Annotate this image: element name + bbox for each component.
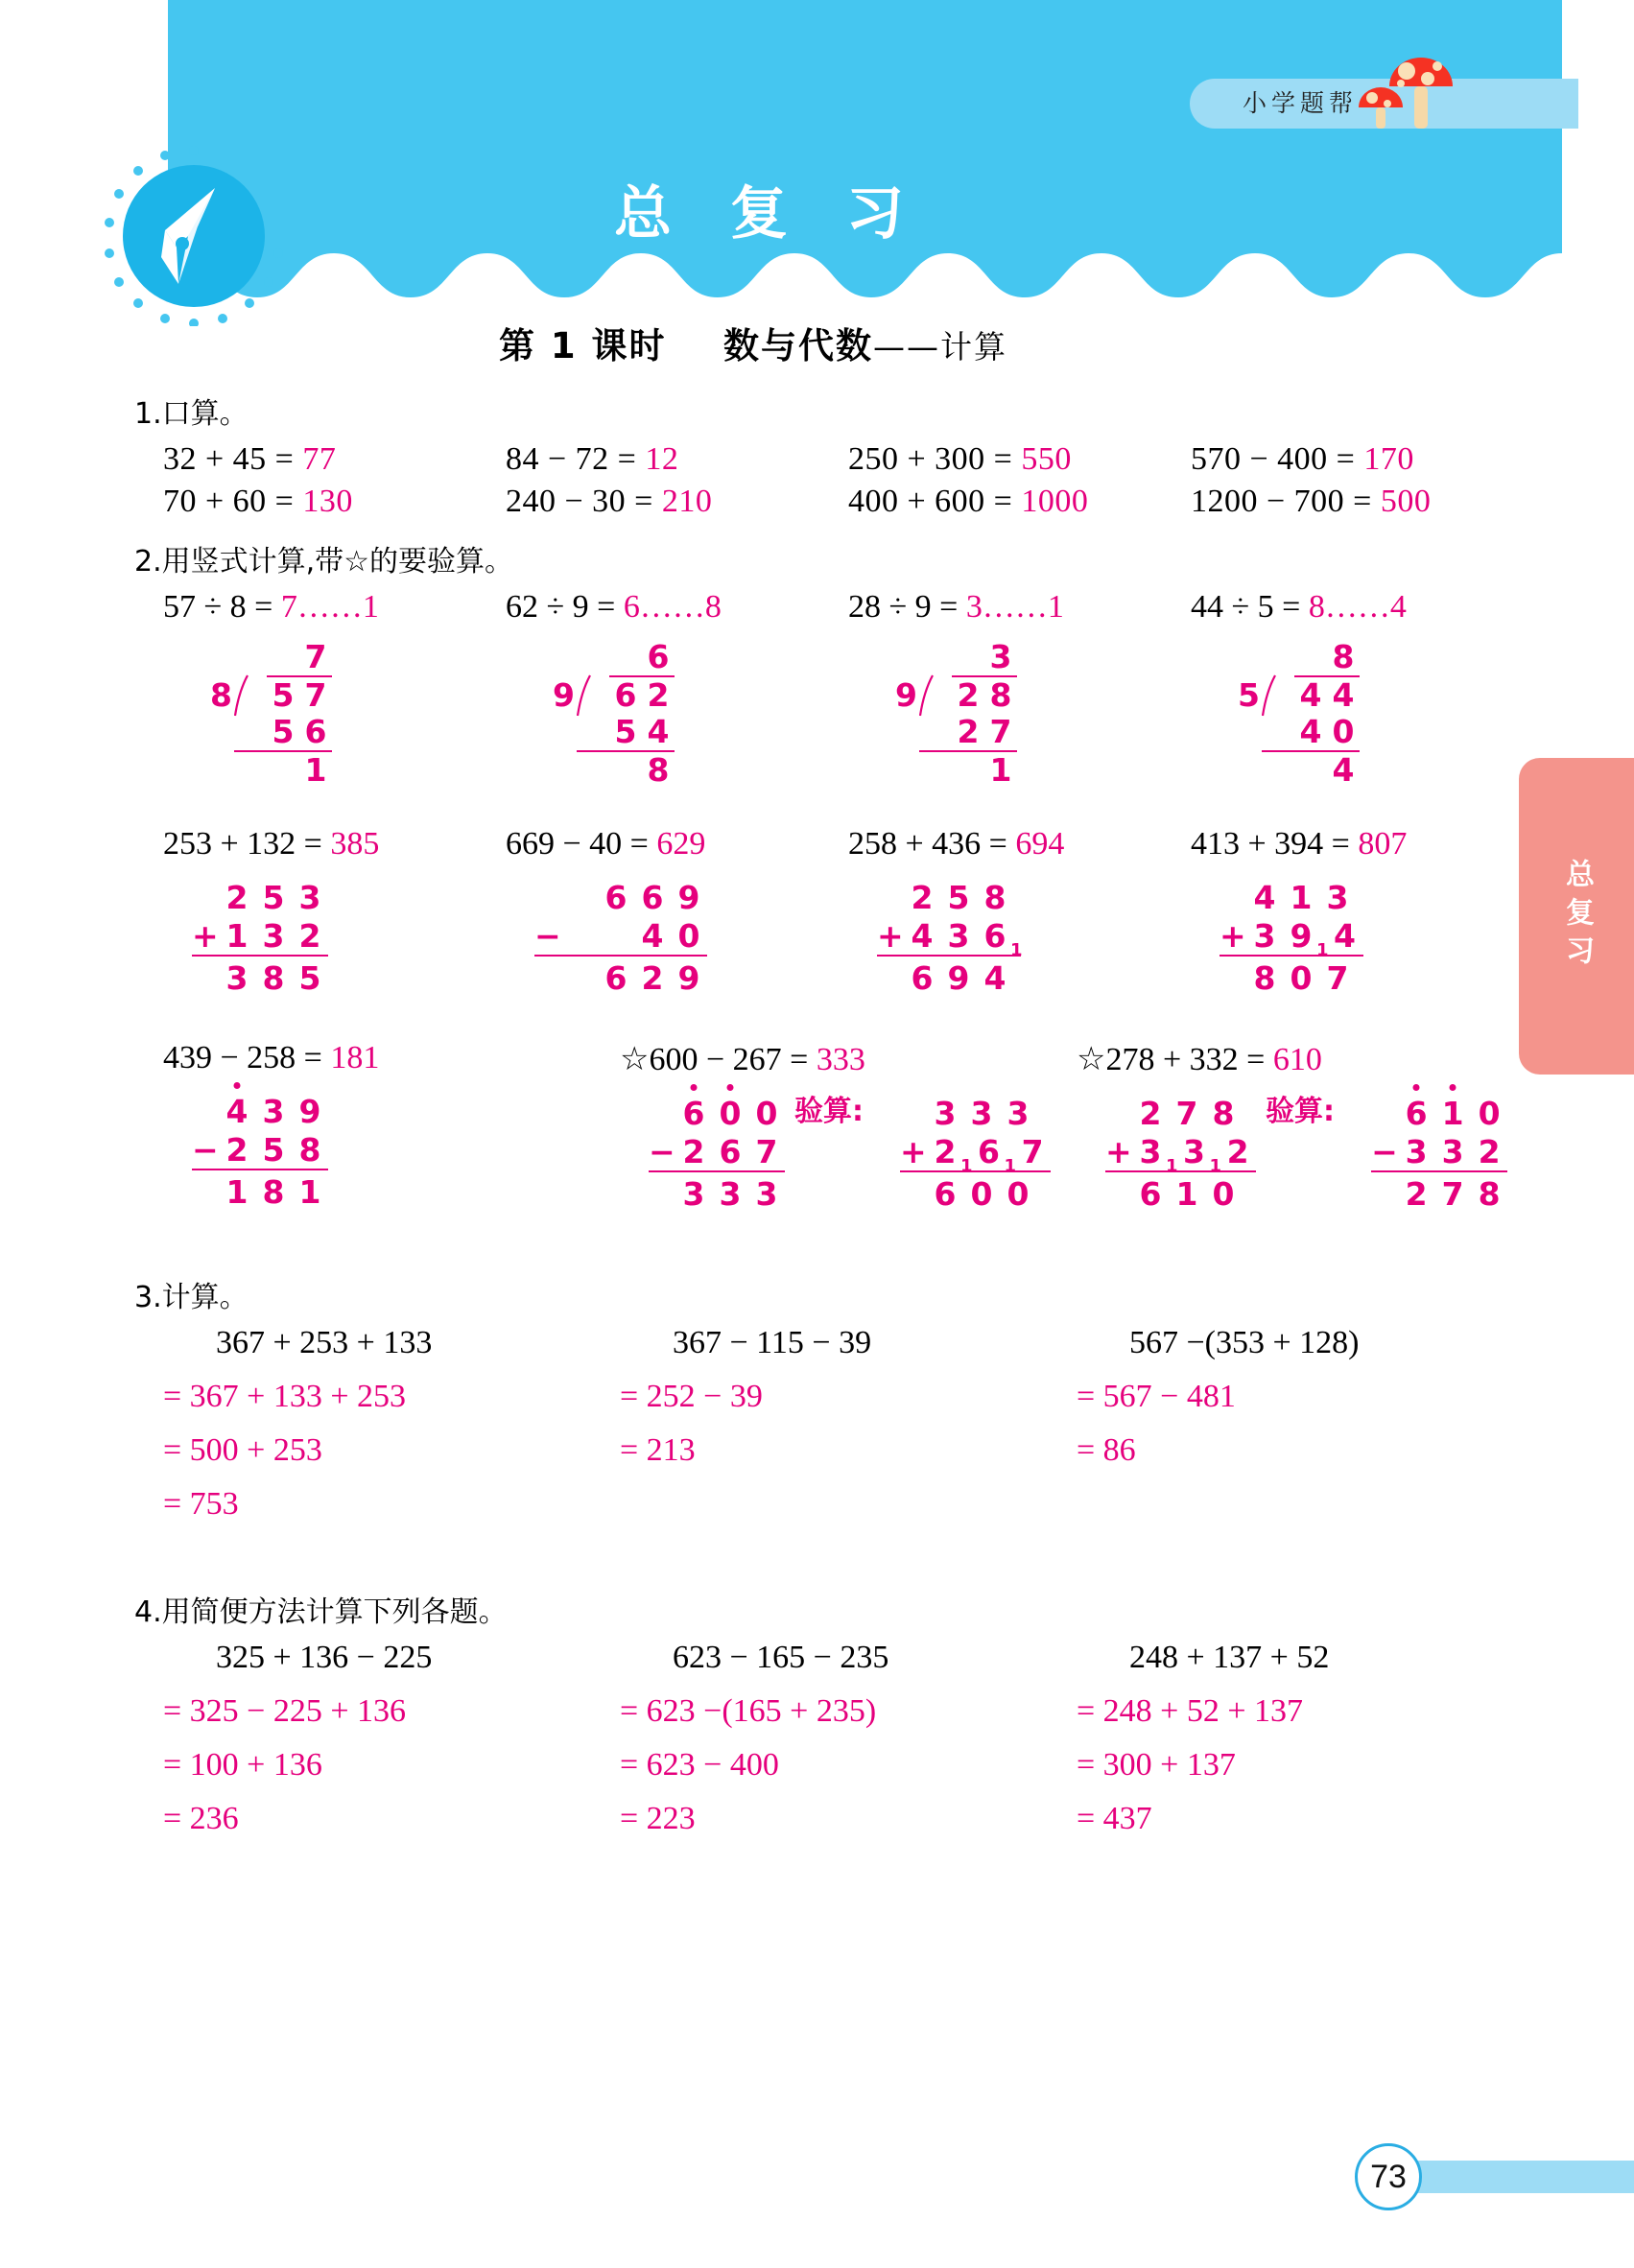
column-digit: 3 <box>262 1093 285 1130</box>
column-operator: + <box>1105 1133 1132 1170</box>
column-digit: 0 <box>712 1095 748 1132</box>
column-digit: 6 <box>1139 1175 1162 1213</box>
column-digit: 4 <box>983 959 1006 997</box>
column-digit: 3 <box>1139 1133 1162 1170</box>
lesson-main: 数与代数 <box>723 325 874 366</box>
verification-label: 验算: <box>794 1095 864 1128</box>
column-calculation <box>192 876 328 997</box>
oral-expression: 250 + 300 = 550 <box>848 441 1072 477</box>
division-head: 57 ÷ 8 = 7……1 <box>163 589 379 625</box>
carry-mark: 1 <box>1209 1156 1222 1176</box>
question-2-heading: 2.用竖式计算,带☆的要验算。 <box>134 545 514 579</box>
column-bottom-row <box>192 1130 328 1170</box>
column-digit: 6 <box>719 1133 742 1170</box>
question-3-grid <box>0 1325 1634 1540</box>
column-digit: 1 <box>1290 879 1313 916</box>
column-digit: 2 <box>1139 1095 1162 1132</box>
column-bottom-row <box>877 916 1023 960</box>
column-digit: 3 <box>1006 1095 1030 1132</box>
division-problem <box>163 589 506 793</box>
oral-answer: 130 <box>302 484 353 519</box>
column-digit: 0 <box>755 1095 778 1132</box>
page-number: 73 <box>1355 2143 1422 2210</box>
column-calculation <box>900 1092 1051 1213</box>
question-2-division-row <box>0 589 1634 793</box>
column-operator: − <box>192 1131 219 1169</box>
column-bottom-row <box>1105 1132 1256 1176</box>
column-digit: 1 <box>225 1173 249 1211</box>
borrow-dot <box>1413 1084 1420 1091</box>
column-top-row <box>192 1090 328 1130</box>
lesson-tail: 计算 <box>940 328 1008 366</box>
watermark-label: 小学题帮 <box>1243 89 1359 117</box>
carry-mark: 1 <box>1004 1156 1017 1176</box>
column-top-row <box>1220 876 1363 916</box>
solution-step: = 367 + 133 + 253 <box>163 1379 407 1414</box>
column-digit: 4 <box>1334 917 1357 955</box>
oral-expression: 84 − 72 = 12 <box>506 441 679 477</box>
division-problem <box>848 589 1191 793</box>
column-head: 258 + 436 = 694 <box>848 826 1065 862</box>
solution-step: = 252 − 39 <box>620 1379 763 1414</box>
column-bottom-row <box>900 1132 1051 1176</box>
problem-expression: 567 −(353 + 128) <box>1129 1325 1360 1360</box>
stepped-problem <box>1077 1325 1533 1540</box>
column-digit: 5 <box>298 959 321 997</box>
column-digit: 3 <box>970 1095 993 1132</box>
column-digit: 6 <box>604 879 628 916</box>
oral-answer: 1000 <box>1021 484 1089 519</box>
column-operator: − <box>649 1133 675 1170</box>
column-head: 439 − 258 = 181 <box>163 1040 380 1075</box>
division-head: 44 ÷ 5 = 8……4 <box>1191 589 1407 625</box>
column-head: 253 + 132 = 385 <box>163 826 380 862</box>
solution-step: = 100 + 136 <box>163 1747 322 1783</box>
column-digit: 3 <box>719 1175 742 1213</box>
borrow-dot <box>691 1084 698 1091</box>
column-digit: 0 <box>1478 1095 1501 1132</box>
column-digit: 8 <box>262 959 285 997</box>
star-icon: ☆ <box>1077 1042 1106 1077</box>
column-head: 413 + 394 = 807 <box>1191 826 1408 862</box>
oral-answer: 550 <box>1021 441 1072 477</box>
column-calculation <box>1371 1092 1507 1213</box>
column-top-row <box>877 876 1021 916</box>
column-operator: + <box>192 917 219 955</box>
question-4-heading: 4.用简便方法计算下列各题。 <box>134 1595 508 1629</box>
column-digit: 5 <box>947 879 970 916</box>
solution-step: = 623 − 400 <box>620 1747 779 1783</box>
column-operator: + <box>877 917 904 955</box>
side-tab-label: 总复习 <box>1560 859 1594 974</box>
column-top-row <box>192 876 328 916</box>
column-digit: 0 <box>677 917 700 955</box>
column-digit: 3 <box>225 959 249 997</box>
column-digit: 7 <box>1175 1095 1198 1132</box>
watermark-pill-extension <box>1506 79 1578 129</box>
problem-expression: 367 + 253 + 133 <box>216 1325 433 1360</box>
column-digit: 2 <box>1478 1133 1501 1170</box>
oral-answer: 77 <box>302 441 337 477</box>
column-digit: 9 <box>1290 917 1313 955</box>
solution-step: = 623 −(165 + 235) <box>620 1693 877 1729</box>
oral-expression: 70 + 60 = 130 <box>163 484 353 519</box>
column-digit: 6 <box>675 1095 712 1132</box>
column-digit: 6 <box>1398 1095 1434 1132</box>
column-digit: 1 <box>298 1173 321 1211</box>
column-digit: 3 <box>947 917 970 955</box>
solution-step: = 213 <box>620 1432 696 1468</box>
column-digit: 1 <box>225 917 249 955</box>
stepped-problem <box>163 1640 620 1855</box>
column-calculation <box>534 876 707 997</box>
column-result-row <box>649 1172 785 1213</box>
footer-bar <box>1404 2161 1634 2193</box>
column-result-row <box>877 957 1021 997</box>
question-1-grid <box>0 441 1634 520</box>
column-digit: 0 <box>1212 1175 1235 1213</box>
long-division: 8 5 4 4 4 0 4 <box>1229 639 1360 789</box>
oral-answer: 12 <box>645 441 679 477</box>
column-problem <box>163 1040 620 1216</box>
column-with-verification <box>620 1092 1077 1213</box>
column-digit: 3 <box>1405 1133 1428 1170</box>
solution-step: = 500 + 253 <box>163 1432 322 1468</box>
oral-expression: 570 − 400 = 170 <box>1191 441 1414 477</box>
carry-mark: 1 <box>960 1156 973 1176</box>
column-bottom-row <box>192 916 328 957</box>
column-operator: − <box>534 917 561 955</box>
column-digit: 7 <box>1326 959 1349 997</box>
division-problem <box>506 589 848 793</box>
solution-step: = 325 − 225 + 136 <box>163 1693 407 1729</box>
column-digit: 5 <box>262 1131 285 1169</box>
column-digit: 6 <box>911 959 934 997</box>
long-division: 6 9 6 2 5 4 8 <box>544 639 675 789</box>
column-head: 669 − 40 = 629 <box>506 826 706 862</box>
column-digit: 8 <box>1253 959 1276 997</box>
column-digit: 4 <box>219 1093 255 1130</box>
column-digit: 3 <box>1253 917 1276 955</box>
header-wave-edge <box>168 248 1562 315</box>
stepped-problem <box>620 1640 1077 1855</box>
column-digit: 7 <box>1021 1133 1044 1170</box>
column-digit: 8 <box>983 879 1006 916</box>
column-bottom-row <box>1220 916 1363 960</box>
column-bottom-row <box>1371 1132 1507 1172</box>
stepped-problem <box>1077 1640 1533 1855</box>
solution-step: = 300 + 137 <box>1077 1747 1236 1783</box>
column-operator: + <box>900 1133 927 1170</box>
column-bottom-row <box>534 916 707 957</box>
column-top-row <box>534 876 707 916</box>
column-digit: 6 <box>934 1175 957 1213</box>
oral-expression: 240 − 30 = 210 <box>506 484 713 519</box>
question-4-grid <box>0 1640 1634 1855</box>
column-digit: 3 <box>1326 879 1349 916</box>
page-title: 总 复 习 <box>614 180 923 248</box>
borrow-dot <box>1450 1084 1456 1091</box>
column-problem <box>1077 1040 1533 1216</box>
long-division: 7 8 5 7 5 6 1 <box>201 639 332 789</box>
column-digit: 4 <box>911 917 934 955</box>
borrow-dot <box>234 1082 241 1089</box>
column-problem <box>848 826 1191 1002</box>
column-operator: + <box>1220 917 1246 955</box>
carry-mark: 1 <box>1166 1156 1178 1176</box>
stepped-problem <box>163 1325 620 1540</box>
column-digit: 3 <box>682 1175 705 1213</box>
column-digit: 7 <box>755 1133 778 1170</box>
column-digit: 0 <box>1290 959 1313 997</box>
column-digit: 9 <box>677 959 700 997</box>
solution-step: = 437 <box>1077 1801 1152 1836</box>
column-digit: 3 <box>1441 1133 1464 1170</box>
division-head: 28 ÷ 9 = 3……1 <box>848 589 1064 625</box>
column-digit: 3 <box>755 1175 778 1213</box>
column-digit: 9 <box>947 959 970 997</box>
column-problem <box>163 826 506 1002</box>
oral-answer: 170 <box>1363 441 1414 477</box>
stepped-problem <box>620 1325 1077 1540</box>
column-digit: 9 <box>677 879 700 916</box>
oral-answer: 210 <box>661 484 713 519</box>
column-calculation <box>1220 876 1363 997</box>
column-digit: 2 <box>934 1133 957 1170</box>
problem-expression: 325 + 136 − 225 <box>216 1640 433 1675</box>
mushroom-icon <box>1343 40 1458 136</box>
page-content <box>0 317 1634 1855</box>
column-digit: 2 <box>1226 1133 1249 1170</box>
question-2-columns-row-2 <box>0 1040 1634 1216</box>
column-digit: 2 <box>641 959 664 997</box>
problem-expression: 367 − 115 − 39 <box>673 1325 872 1360</box>
column-with-verification <box>1077 1092 1533 1213</box>
column-digit: 2 <box>225 1131 249 1169</box>
column-digit: 2 <box>1405 1175 1428 1213</box>
column-result-row <box>1105 1172 1256 1213</box>
column-digit: 2 <box>298 917 321 955</box>
column-digit: 9 <box>298 1093 321 1130</box>
carry-mark: 1 <box>1010 940 1023 960</box>
column-calculation <box>1105 1092 1256 1213</box>
question-1-heading: 1.口算。 <box>134 397 249 431</box>
column-calculation <box>192 1090 328 1211</box>
solution-step: = 567 − 481 <box>1077 1379 1236 1414</box>
column-digit: 8 <box>262 1173 285 1211</box>
column-problem <box>620 1040 1077 1216</box>
column-digit: 0 <box>1006 1175 1030 1213</box>
solution-step: = 753 <box>163 1486 239 1522</box>
column-digit: 4 <box>1253 879 1276 916</box>
column-result-row <box>192 1170 328 1211</box>
borrow-dot <box>727 1084 734 1091</box>
column-top-row <box>1371 1092 1507 1132</box>
oral-expression: 1200 − 700 = 500 <box>1191 484 1432 519</box>
problem-expression: 623 − 165 − 235 <box>673 1640 889 1675</box>
column-digit: 8 <box>298 1131 321 1169</box>
column-problem <box>1191 826 1533 1002</box>
column-digit: 3 <box>1183 1133 1206 1170</box>
division-head: 62 ÷ 9 = 6……8 <box>506 589 722 625</box>
column-bottom-row <box>649 1132 785 1172</box>
column-digit: 6 <box>604 959 628 997</box>
solution-step: = 248 + 52 + 137 <box>1077 1693 1304 1729</box>
problem-expression: 248 + 137 + 52 <box>1129 1640 1330 1675</box>
column-top-row <box>900 1092 1051 1132</box>
column-digit: 6 <box>983 917 1006 955</box>
question-2-columns-row-1 <box>0 826 1634 1002</box>
oral-expression: 32 + 45 = 77 <box>163 441 337 477</box>
column-operator: − <box>1371 1133 1398 1170</box>
column-digit: 2 <box>682 1133 705 1170</box>
column-digit: 6 <box>641 879 664 916</box>
lesson-prefix: 第 1 课时 <box>499 325 667 366</box>
column-result-row <box>192 957 328 997</box>
column-calculation <box>649 1092 785 1213</box>
column-digit: 3 <box>262 917 285 955</box>
question-3-heading: 3.计算。 <box>134 1281 249 1314</box>
oral-expression: 400 + 600 = 1000 <box>848 484 1089 519</box>
column-digit: 1 <box>1175 1175 1198 1213</box>
column-digit: 4 <box>641 917 664 955</box>
solution-step: = 86 <box>1077 1432 1136 1468</box>
column-result-row <box>900 1172 1051 1213</box>
verification-label: 验算: <box>1266 1095 1336 1128</box>
column-digit: 0 <box>970 1175 993 1213</box>
column-top-row <box>649 1092 785 1132</box>
carry-mark: 1 <box>1316 940 1329 960</box>
long-division: 3 9 2 8 2 7 1 <box>887 639 1017 789</box>
column-digit: 5 <box>262 879 285 916</box>
column-digit: 2 <box>911 879 934 916</box>
column-head: ☆600 − 267 = 333 <box>620 1042 865 1077</box>
column-digit: 7 <box>1441 1175 1464 1213</box>
column-result-row <box>534 957 707 997</box>
solution-step: = 223 <box>620 1801 696 1836</box>
column-digit: 6 <box>978 1133 1001 1170</box>
column-calculation <box>877 876 1021 997</box>
column-digit: 8 <box>1212 1095 1235 1132</box>
column-digit: 3 <box>298 879 321 916</box>
column-result-row <box>1371 1172 1507 1213</box>
column-problem <box>506 826 848 1002</box>
column-digit: 8 <box>1478 1175 1501 1213</box>
solution-step: = 236 <box>163 1801 239 1836</box>
column-head: ☆278 + 332 = 610 <box>1077 1042 1322 1077</box>
star-icon: ☆ <box>620 1042 650 1077</box>
oral-answer: 500 <box>1380 484 1432 519</box>
pen-nib-icon <box>123 165 265 307</box>
column-digit: 3 <box>934 1095 957 1132</box>
lesson-dash: —— <box>873 328 941 366</box>
column-result-row <box>1220 957 1363 997</box>
column-digit: 1 <box>1434 1095 1471 1132</box>
division-problem <box>1191 589 1533 793</box>
column-top-row <box>1105 1092 1256 1132</box>
column-digit: 2 <box>225 879 249 916</box>
